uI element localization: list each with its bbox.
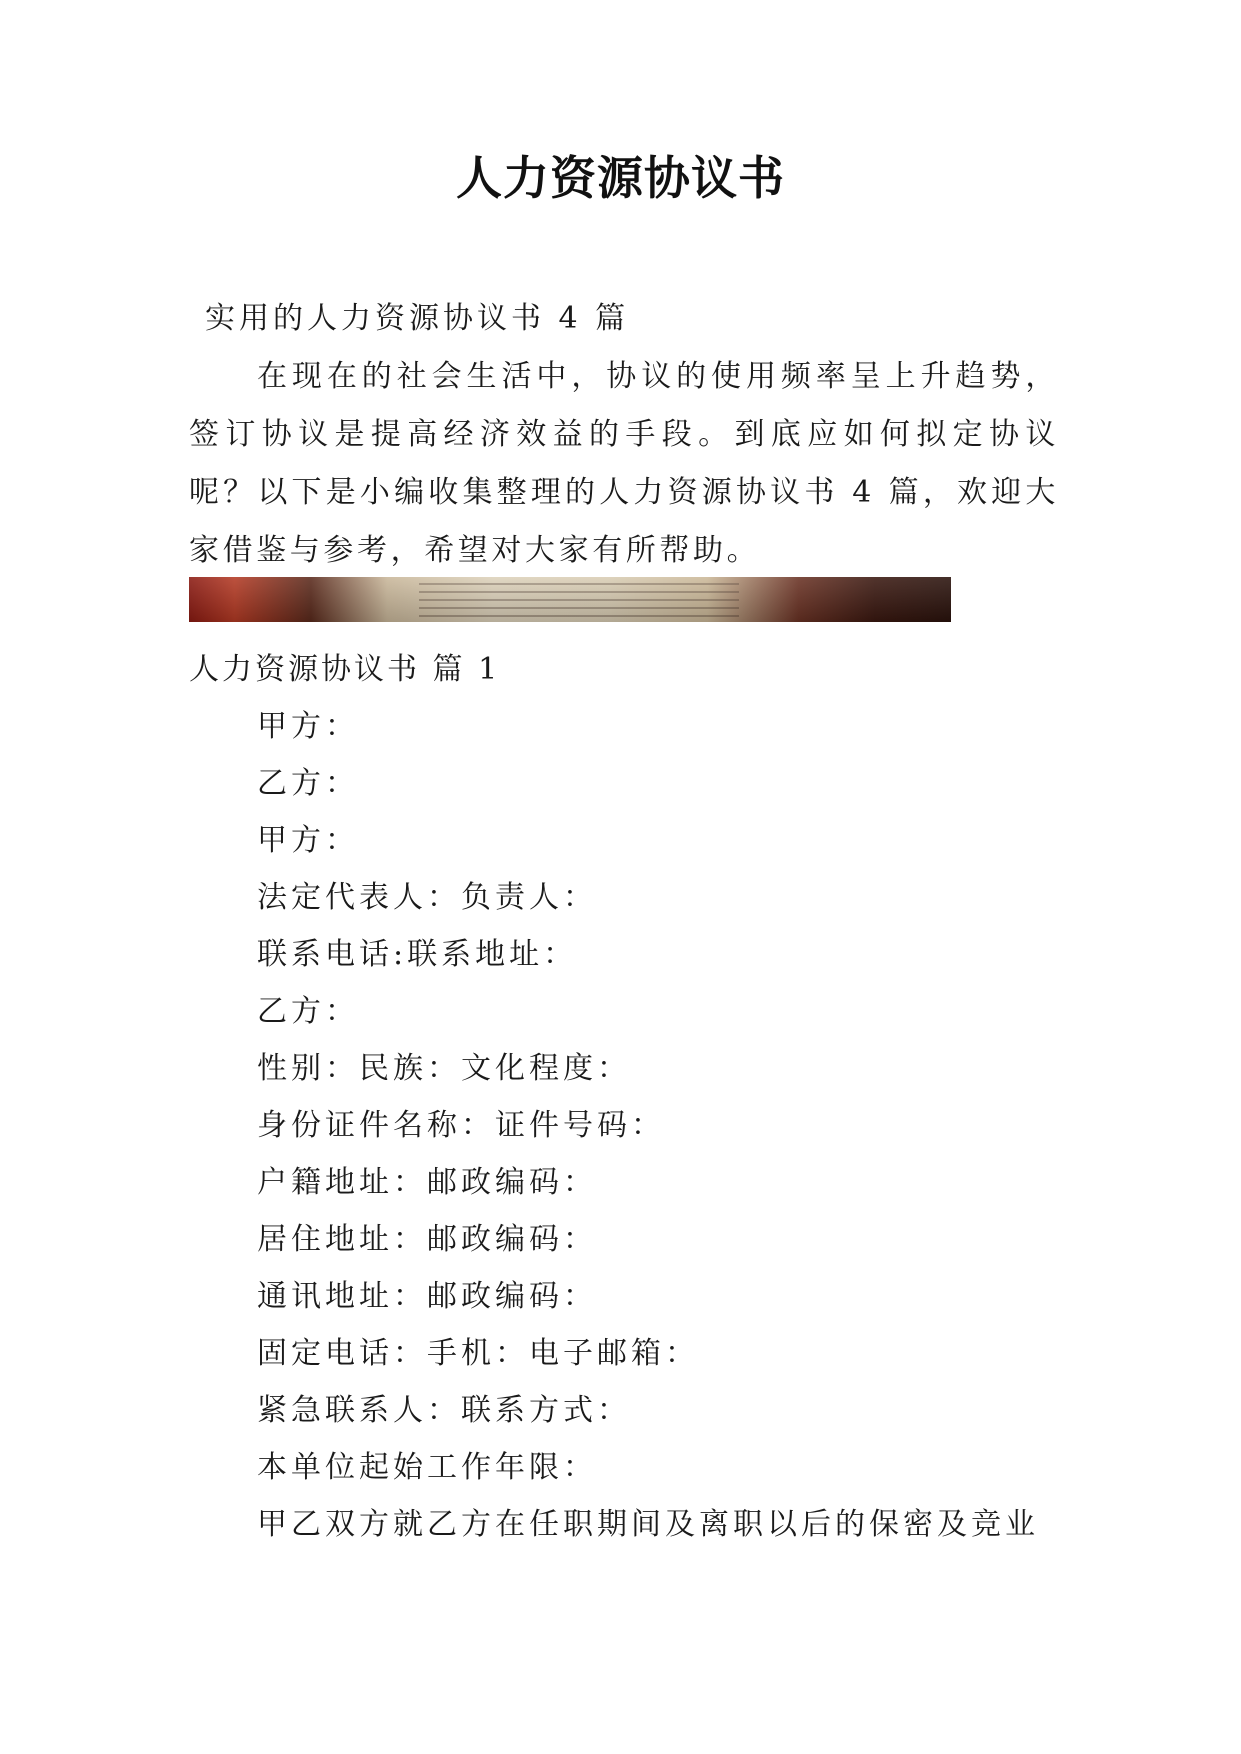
field-household-address: 户籍地址：邮政编码： bbox=[257, 1165, 597, 1200]
section-heading: 人力资源协议书 篇 1 bbox=[189, 652, 501, 687]
banner-shade bbox=[189, 577, 951, 622]
field-party-b: 乙方： bbox=[257, 766, 359, 801]
field-id-document: 身份证件名称：证件号码： bbox=[257, 1108, 665, 1143]
field-phone-mobile-email: 固定电话：手机：电子邮箱： bbox=[257, 1336, 699, 1371]
book-photo-banner bbox=[189, 577, 951, 622]
field-party-a-detail: 甲方： bbox=[257, 823, 359, 858]
field-contact-phone-address: 联系电话:联系地址： bbox=[257, 937, 578, 972]
field-emergency-contact: 紧急联系人：联系方式： bbox=[257, 1393, 631, 1428]
field-mailing-address: 通讯地址：邮政编码： bbox=[257, 1279, 597, 1314]
agreement-opening-line: 甲乙双方就乙方在任职期间及离职以后的保密及竞业 bbox=[257, 1507, 1039, 1542]
field-gender-ethnicity-education: 性别：民族：文化程度： bbox=[257, 1051, 631, 1086]
document-subtitle: 实用的人力资源协议书 4 篇 bbox=[205, 301, 630, 336]
field-party-a: 甲方： bbox=[257, 709, 359, 744]
field-legal-representative: 法定代表人：负责人： bbox=[257, 880, 597, 915]
intro-paragraph: 在现在的社会生活中，协议的使用频率呈上升趋势，签订协议是提高经济效益的手段。到底应如何拟定协议呢？以下是小编收集整理的人力资源协议书 4 篇，欢迎大家借鉴与参考，希望对大家有所帮助。 bbox=[189, 359, 1059, 568]
document-title: 人力资源协议书 bbox=[456, 151, 785, 205]
field-residence-address: 居住地址：邮政编码： bbox=[257, 1222, 597, 1257]
field-party-b-detail: 乙方： bbox=[257, 994, 359, 1029]
field-start-work-years: 本单位起始工作年限： bbox=[257, 1450, 597, 1485]
